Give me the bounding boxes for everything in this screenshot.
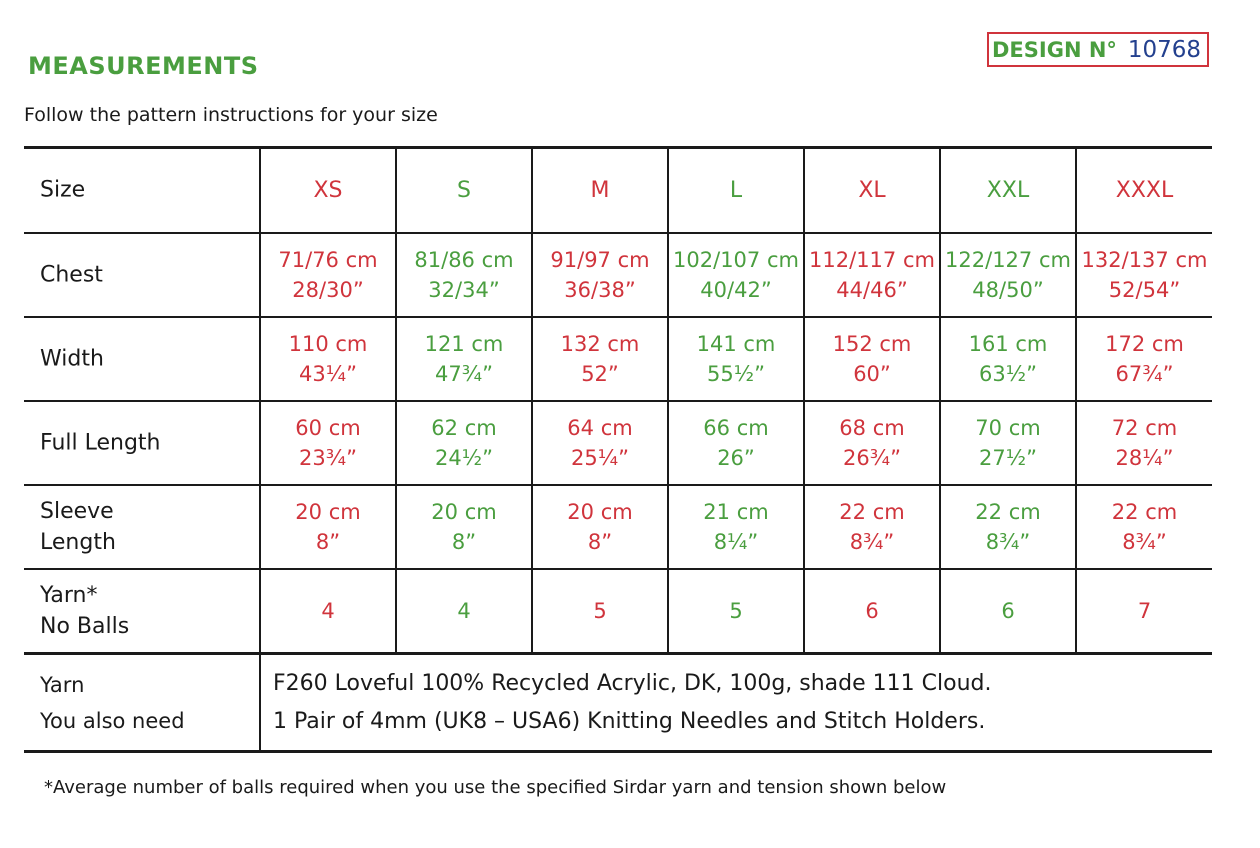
width-xxxl: 172 cm 67¾”	[1076, 317, 1212, 401]
size-s: S	[396, 148, 532, 233]
full-length-m: 64 cm 25¼”	[532, 401, 668, 485]
size-label: Size	[40, 177, 86, 203]
sleeve-length-label-cell	[24, 485, 260, 569]
width-xs: 110 cm 43¼”	[260, 317, 396, 401]
full-length-xxl: 70 cm 27½”	[940, 401, 1076, 485]
width-xxl: 161 cm 63½”	[940, 317, 1076, 401]
width-l: 141 cm 55½”	[668, 317, 804, 401]
yarn-description: F260 Loveful 100% Recycled Acrylic, DK, 100g, shade 111 Cloud.	[273, 670, 992, 696]
yarn-balls-s: 4	[396, 569, 532, 654]
size-xxxl: XXXL	[1076, 148, 1212, 233]
size-row	[24, 148, 1212, 233]
width-xl: 152 cm 60”	[804, 317, 940, 401]
yarn-balls-m: 5	[532, 569, 668, 654]
chest-xs: 71/76 cm 28/30”	[260, 233, 396, 317]
measurements-heading: MEASUREMENTS	[28, 52, 259, 80]
design-number-box	[987, 32, 1209, 67]
full-length-label: Full Length	[40, 430, 161, 455]
full-length-s: 62 cm 24½”	[396, 401, 532, 485]
width-row	[24, 317, 1212, 401]
yarn-balls-xxl: 6	[940, 569, 1076, 654]
materials-row	[24, 654, 1212, 752]
subtitle: Follow the pattern instructions for your size	[24, 104, 438, 126]
full-length-row	[24, 401, 1212, 485]
yarn-balls-l: 5	[668, 569, 804, 654]
footnote: *Average number of balls required when you use the specified Sirdar yarn and tension shown below	[44, 777, 947, 798]
materials-labels	[24, 654, 260, 752]
sleeve-length-row	[24, 485, 1212, 569]
chest-row	[24, 233, 1212, 317]
sleeve-length-l: 21 cm 8¼”	[668, 485, 804, 569]
full-length-label-cell	[24, 401, 260, 485]
yarn-balls-xs: 4	[260, 569, 396, 654]
sleeve-length-label: Sleeve Length	[40, 498, 116, 555]
width-label-cell	[24, 317, 260, 401]
chest-label: Chest	[40, 262, 103, 287]
design-number-value: 10768	[1127, 36, 1201, 63]
size-xs: XS	[260, 148, 396, 233]
width-label: Width	[40, 346, 104, 371]
materials-text	[260, 654, 1212, 752]
yarn-balls-label: Yarn* No Balls	[40, 582, 130, 639]
measurements-table	[24, 146, 1212, 753]
size-label-cell	[24, 148, 260, 233]
yarn-label: Yarn	[40, 672, 85, 697]
yarn-balls-xl: 6	[804, 569, 940, 654]
chest-l: 102/107 cm 40/42”	[668, 233, 804, 317]
chest-s: 81/86 cm 32/34”	[396, 233, 532, 317]
sleeve-length-m: 20 cm 8”	[532, 485, 668, 569]
also-need-label: You also need	[40, 708, 185, 733]
full-length-xl: 68 cm 26¾”	[804, 401, 940, 485]
sleeve-length-xs: 20 cm 8”	[260, 485, 396, 569]
chest-xl: 112/117 cm 44/46”	[804, 233, 940, 317]
yarn-balls-row	[24, 569, 1212, 654]
sleeve-length-s: 20 cm 8”	[396, 485, 532, 569]
size-m: M	[532, 148, 668, 233]
chest-xxxl: 132/137 cm 52/54”	[1076, 233, 1212, 317]
full-length-xs: 60 cm 23¾”	[260, 401, 396, 485]
design-number-label: DESIGN N°	[992, 37, 1117, 62]
chest-m: 91/97 cm 36/38”	[532, 233, 668, 317]
yarn-balls-xxxl: 7	[1076, 569, 1212, 654]
width-s: 121 cm 47¾”	[396, 317, 532, 401]
sleeve-length-xxl: 22 cm 8¾”	[940, 485, 1076, 569]
yarn-balls-label-cell	[24, 569, 260, 654]
full-length-l: 66 cm 26”	[668, 401, 804, 485]
chest-label-cell	[24, 233, 260, 317]
full-length-xxxl: 72 cm 28¼”	[1076, 401, 1212, 485]
size-xl: XL	[804, 148, 940, 233]
size-xxl: XXL	[940, 148, 1076, 233]
size-l: L	[668, 148, 804, 233]
width-m: 132 cm 52”	[532, 317, 668, 401]
chest-xxl: 122/127 cm 48/50”	[940, 233, 1076, 317]
also-need-description: 1 Pair of 4mm (UK8 – USA6) Knitting Needles and Stitch Holders.	[273, 708, 986, 734]
sleeve-length-xl: 22 cm 8¾”	[804, 485, 940, 569]
sleeve-length-xxxl: 22 cm 8¾”	[1076, 485, 1212, 569]
